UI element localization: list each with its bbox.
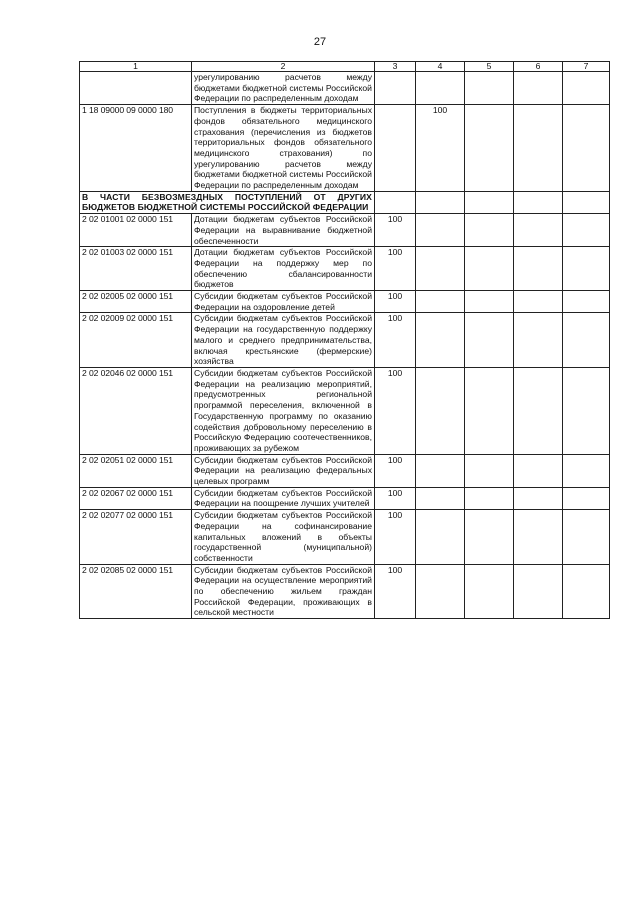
column-header: 1 bbox=[80, 62, 192, 72]
value-cell-col4: 100 bbox=[416, 105, 465, 192]
page-number: 27 bbox=[313, 36, 327, 48]
classification-code-cell: 1 18 09000 09 0000 180 bbox=[80, 105, 192, 192]
description-cell: Дотации бюджетам субъектов Российской Федерации на выравнивание бюджетной обеспеченности bbox=[192, 214, 375, 247]
value-cell-col3: 100 bbox=[375, 367, 416, 454]
value-cell-col3: 100 bbox=[375, 247, 416, 291]
table-row bbox=[80, 247, 610, 291]
value-cell-col4 bbox=[416, 247, 465, 291]
value-cell-col6 bbox=[514, 454, 563, 487]
classification-code-cell: 2 02 02009 02 0000 151 bbox=[80, 313, 192, 368]
classification-code-cell: 2 02 02067 02 0000 151 bbox=[80, 487, 192, 509]
value-cell-col7 bbox=[563, 247, 610, 291]
section-title: В ЧАСТИ БЕЗВОЗМЕЗДНЫХ ПОСТУПЛЕНИЙ ОТ ДРУГИХ БЮДЖЕТОВ БЮДЖЕТНОЙ СИСТЕМЫ РОССИЙСКОЙ ФЕДЕРАЦИИ bbox=[80, 191, 375, 213]
value-cell-col4 bbox=[416, 72, 465, 105]
empty-cell bbox=[375, 191, 416, 213]
value-cell-col6 bbox=[514, 214, 563, 247]
table-row bbox=[80, 487, 610, 509]
value-cell-col3: 100 bbox=[375, 214, 416, 247]
description-cell: Субсидии бюджетам субъектов Российской Федерации на поощрение лучших учителей bbox=[192, 487, 375, 509]
value-cell-col4 bbox=[416, 510, 465, 565]
description-cell: урегулированию расчетов между бюджетами бюджетной системы Российской Федерации по распределенным доходам bbox=[192, 72, 375, 105]
value-cell-col5 bbox=[465, 510, 514, 565]
value-cell-col3: 100 bbox=[375, 487, 416, 509]
value-cell-col3 bbox=[375, 105, 416, 192]
value-cell-col7 bbox=[563, 313, 610, 368]
value-cell-col5 bbox=[465, 72, 514, 105]
description-cell: Субсидии бюджетам субъектов Российской Федерации на оздоровление детей bbox=[192, 291, 375, 313]
empty-cell bbox=[416, 191, 465, 213]
value-cell-col6 bbox=[514, 510, 563, 565]
value-cell-col6 bbox=[514, 564, 563, 619]
table-row bbox=[80, 510, 610, 565]
value-cell-col7 bbox=[563, 510, 610, 565]
value-cell-col5 bbox=[465, 105, 514, 192]
column-header: 2 bbox=[192, 62, 375, 72]
table-row bbox=[80, 105, 610, 192]
description-cell: Субсидии бюджетам субъектов Российской Федерации на государственную поддержку малого и среднего предпринимательства, включая крестьянские (фермерские) хозяйства bbox=[192, 313, 375, 368]
value-cell-col4 bbox=[416, 367, 465, 454]
value-cell-col3: 100 bbox=[375, 291, 416, 313]
value-cell-col7 bbox=[563, 291, 610, 313]
value-cell-col3: 100 bbox=[375, 454, 416, 487]
value-cell-col7 bbox=[563, 72, 610, 105]
value-cell-col5 bbox=[465, 487, 514, 509]
value-cell-col6 bbox=[514, 72, 563, 105]
value-cell-col7 bbox=[563, 105, 610, 192]
value-cell-col4 bbox=[416, 487, 465, 509]
value-cell-col5 bbox=[465, 367, 514, 454]
value-cell-col3 bbox=[375, 72, 416, 105]
description-cell: Субсидии бюджетам субъектов Российской Федерации на реализацию федеральных целевых программ bbox=[192, 454, 375, 487]
classification-code-cell: 2 02 02077 02 0000 151 bbox=[80, 510, 192, 565]
table-row bbox=[80, 367, 610, 454]
value-cell-col7 bbox=[563, 487, 610, 509]
value-cell-col5 bbox=[465, 564, 514, 619]
classification-code-cell: 2 02 02085 02 0000 151 bbox=[80, 564, 192, 619]
classification-code-cell: 2 02 02005 02 0000 151 bbox=[80, 291, 192, 313]
empty-cell bbox=[563, 191, 610, 213]
budget-table bbox=[79, 61, 610, 619]
description-cell: Субсидии бюджетам субъектов Российской Федерации на софинансирование капитальных вложений в объекты государственной (муниципальной) собственности bbox=[192, 510, 375, 565]
value-cell-col6 bbox=[514, 367, 563, 454]
classification-code-cell: 2 02 02051 02 0000 151 bbox=[80, 454, 192, 487]
table-row bbox=[80, 313, 610, 368]
table-row bbox=[80, 454, 610, 487]
classification-code-cell: 2 02 01003 02 0000 151 bbox=[80, 247, 192, 291]
section-header-row bbox=[80, 191, 610, 213]
description-cell: Субсидии бюджетам субъектов Российской Федерации на реализацию мероприятий, предусмотренных региональной программой переселения, включенной в Государственную программу по оказанию содействия добровольному переселению в Российскую Федерацию соотечественников, проживающих за рубежом bbox=[192, 367, 375, 454]
value-cell-col6 bbox=[514, 487, 563, 509]
column-header: 6 bbox=[514, 62, 563, 72]
value-cell-col6 bbox=[514, 291, 563, 313]
empty-cell bbox=[465, 191, 514, 213]
description-cell: Субсидии бюджетам субъектов Российской Федерации на осуществление мероприятий по обеспечению жильем граждан Российской Федерации, проживающих в сельской местности bbox=[192, 564, 375, 619]
description-cell: Поступления в бюджеты территориальных фондов обязательного медицинского страхования (перечисления из бюджетов территориальных фондов обязательного медицинского страхования) по урегулированию расчетов между бюджетами бюджетной системы Российской Федерации по распределенным доходам bbox=[192, 105, 375, 192]
column-header: 5 bbox=[465, 62, 514, 72]
table-row bbox=[80, 214, 610, 247]
value-cell-col5 bbox=[465, 291, 514, 313]
value-cell-col7 bbox=[563, 564, 610, 619]
empty-cell bbox=[514, 191, 563, 213]
value-cell-col5 bbox=[465, 454, 514, 487]
value-cell-col4 bbox=[416, 291, 465, 313]
description-cell: Дотации бюджетам субъектов Российской Федерации на поддержку мер по обеспечению сбалансированности бюджетов bbox=[192, 247, 375, 291]
value-cell-col4 bbox=[416, 313, 465, 368]
classification-code-cell: 2 02 01001 02 0000 151 bbox=[80, 214, 192, 247]
table-body bbox=[80, 72, 610, 619]
value-cell-col4 bbox=[416, 454, 465, 487]
table-row bbox=[80, 291, 610, 313]
value-cell-col6 bbox=[514, 105, 563, 192]
classification-code-cell: 2 02 02046 02 0000 151 bbox=[80, 367, 192, 454]
value-cell-col6 bbox=[514, 247, 563, 291]
value-cell-col5 bbox=[465, 247, 514, 291]
column-header-row bbox=[80, 62, 610, 72]
table-row bbox=[80, 564, 610, 619]
table-row bbox=[80, 72, 610, 105]
value-cell-col4 bbox=[416, 564, 465, 619]
value-cell-col5 bbox=[465, 214, 514, 247]
classification-code-cell bbox=[80, 72, 192, 105]
column-header: 4 bbox=[416, 62, 465, 72]
value-cell-col5 bbox=[465, 313, 514, 368]
value-cell-col7 bbox=[563, 454, 610, 487]
value-cell-col6 bbox=[514, 313, 563, 368]
column-header: 3 bbox=[375, 62, 416, 72]
value-cell-col3: 100 bbox=[375, 510, 416, 565]
value-cell-col3: 100 bbox=[375, 564, 416, 619]
value-cell-col4 bbox=[416, 214, 465, 247]
value-cell-col7 bbox=[563, 214, 610, 247]
value-cell-col3: 100 bbox=[375, 313, 416, 368]
value-cell-col7 bbox=[563, 367, 610, 454]
column-header: 7 bbox=[563, 62, 610, 72]
